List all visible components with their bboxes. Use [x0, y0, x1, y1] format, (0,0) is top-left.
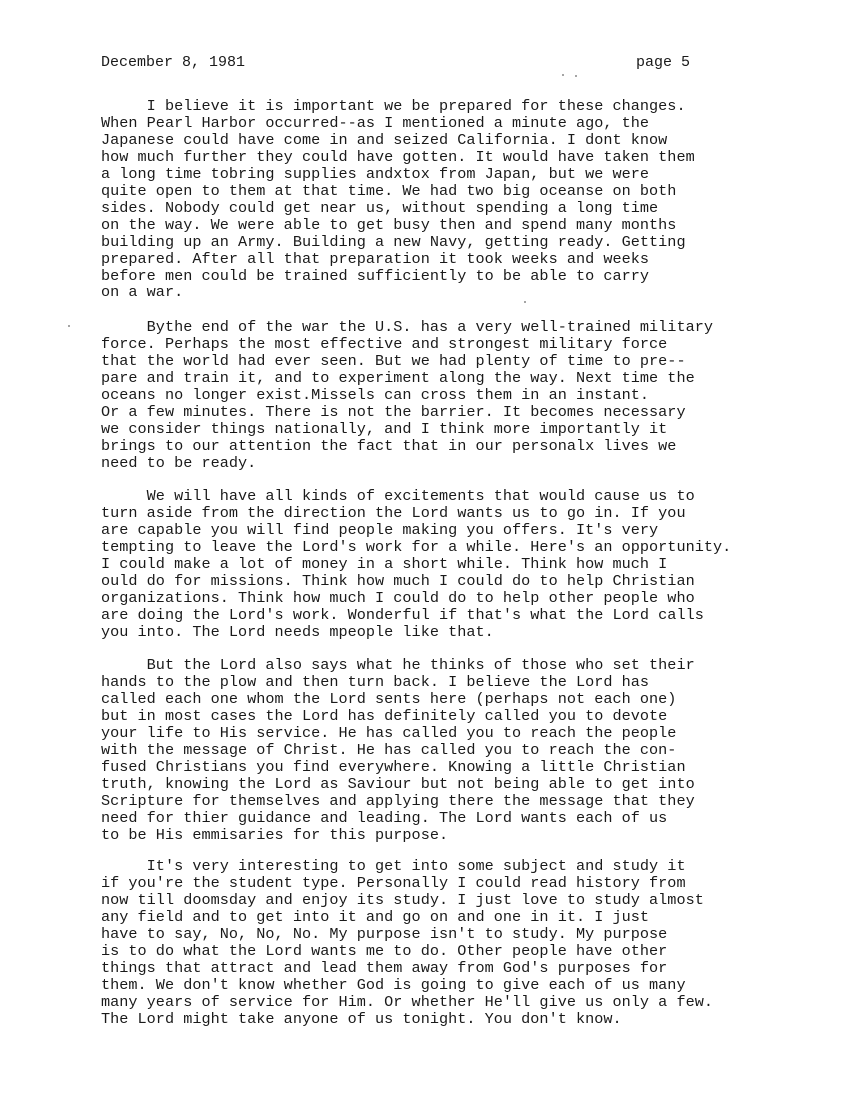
- text-line: need to be ready.: [101, 453, 257, 472]
- text-line: tempting to leave the Lord's work for a while. Here's an opportunity.: [101, 537, 732, 556]
- text-line: you into. The Lord needs mpeople like that.: [101, 622, 494, 641]
- text-line: if you're the student type. Personally I could read history from: [101, 873, 686, 892]
- text-line: Bythe end of the war the U.S. has a very well-trained military: [101, 318, 713, 336]
- text-line: but in most cases the Lord has definitely called you to devote: [101, 706, 668, 725]
- paragraph: [101, 488, 731, 641]
- scan-speck: [575, 75, 577, 77]
- text-line: with the message of Christ. He has called you to reach the con-: [101, 740, 677, 759]
- text-line: The Lord might take anyone of us tonight. You don't know.: [101, 1009, 622, 1028]
- text-line: now till doomsday and enjoy its study. I just love to study almost: [101, 890, 704, 909]
- text-line: need for thier guidance and leading. The Lord wants each of us: [101, 808, 668, 827]
- text-line: quite open to them at that time. We had two big oceanse on both: [101, 181, 677, 200]
- text-line: on a war.: [101, 283, 184, 302]
- text-line: When Pearl Harbor occurred--as I mentioned a minute ago, the: [101, 113, 650, 132]
- paragraph: [101, 858, 713, 1028]
- paragraph: [101, 657, 695, 843]
- text-line: force. Perhaps the most effective and strongest military force: [101, 334, 668, 353]
- text-line: I could make a lot of money in a short while. Think how much I: [101, 554, 668, 573]
- text-line: them. We don't know whether God is going to give each of us many: [101, 975, 686, 994]
- text-line: fused Christians you find everywhere. Knowing a little Christian: [101, 757, 686, 776]
- text-line: Or a few minutes. There is not the barrier. It becomes necessary: [101, 402, 686, 421]
- text-line: any field and to get into it and go on and one in it. I just: [101, 907, 650, 926]
- text-line: Scripture for themselves and applying there the message that they: [101, 791, 695, 810]
- page-number: page 5: [636, 54, 691, 71]
- text-line: prepared. After all that preparation it took weeks and weeks: [101, 249, 650, 268]
- text-line: It's very interesting to get into some subject and study it: [101, 857, 686, 875]
- text-line: have to say, No, No, No. My purpose isn't to study. My purpose: [101, 924, 668, 943]
- scan-speck: [68, 325, 70, 327]
- text-line: Japanese could have come in and seized California. I dont know: [101, 130, 668, 149]
- text-line: many years of service for Him. Or whether He'll give us only a few.: [101, 992, 713, 1011]
- text-line: pare and train it, and to experiment along the way. Next time the: [101, 368, 695, 387]
- paragraph: [101, 98, 695, 301]
- text-line: called each one whom the Lord sents here (perhaps not each one): [101, 689, 677, 708]
- text-line: is to do what the Lord wants me to do. Other people have other: [101, 941, 668, 960]
- text-line: to be His emmisaries for this purpose.: [101, 825, 449, 844]
- text-line: are capable you will find people making you offers. It's very: [101, 520, 659, 539]
- text-line: But the Lord also says what he thinks of those who set their: [101, 656, 695, 674]
- text-line: before men could be trained sufficiently to be able to carry: [101, 266, 650, 285]
- text-line: your life to His service. He has called you to reach the people: [101, 723, 677, 742]
- text-line: are doing the Lord's work. Wonderful if that's what the Lord calls: [101, 605, 704, 624]
- text-line: building up an Army. Building a new Navy, getting ready. Getting: [101, 232, 686, 251]
- text-line: hands to the plow and then turn back. I believe the Lord has: [101, 672, 650, 691]
- text-line: turn aside from the direction the Lord wants us to go in. If you: [101, 503, 686, 522]
- text-line: on the way. We were able to get busy then and spend many months: [101, 215, 677, 234]
- text-line: that the world had ever seen. But we had plenty of time to pre--: [101, 351, 686, 370]
- text-line: things that attract and lead them away from God's purposes for: [101, 958, 668, 977]
- text-line: I believe it is important we be prepared for these changes.: [101, 97, 686, 115]
- text-line: We will have all kinds of excitements that would cause us to: [101, 487, 695, 505]
- scan-speck: [562, 74, 564, 76]
- document-date: December 8, 1981: [101, 54, 246, 71]
- text-line: brings to our attention the fact that in our personalx lives we: [101, 436, 677, 455]
- paragraph: [101, 319, 713, 472]
- text-line: sides. Nobody could get near us, without spending a long time: [101, 198, 659, 217]
- text-line: we consider things nationally, and I think more importantly it: [101, 419, 668, 438]
- scan-speck: [524, 301, 526, 303]
- text-line: truth, knowing the Lord as Saviour but not being able to get into: [101, 774, 695, 793]
- text-line: a long time tobring supplies andxtox from Japan, but we were: [101, 164, 650, 183]
- text-line: organizations. Think how much I could do to help other people who: [101, 588, 695, 607]
- text-line: how much further they could have gotten. It would have taken them: [101, 147, 695, 166]
- text-line: ould do for missions. Think how much I could do to help Christian: [101, 571, 695, 590]
- text-line: oceans no longer exist.Missels can cross them in an instant.: [101, 385, 650, 404]
